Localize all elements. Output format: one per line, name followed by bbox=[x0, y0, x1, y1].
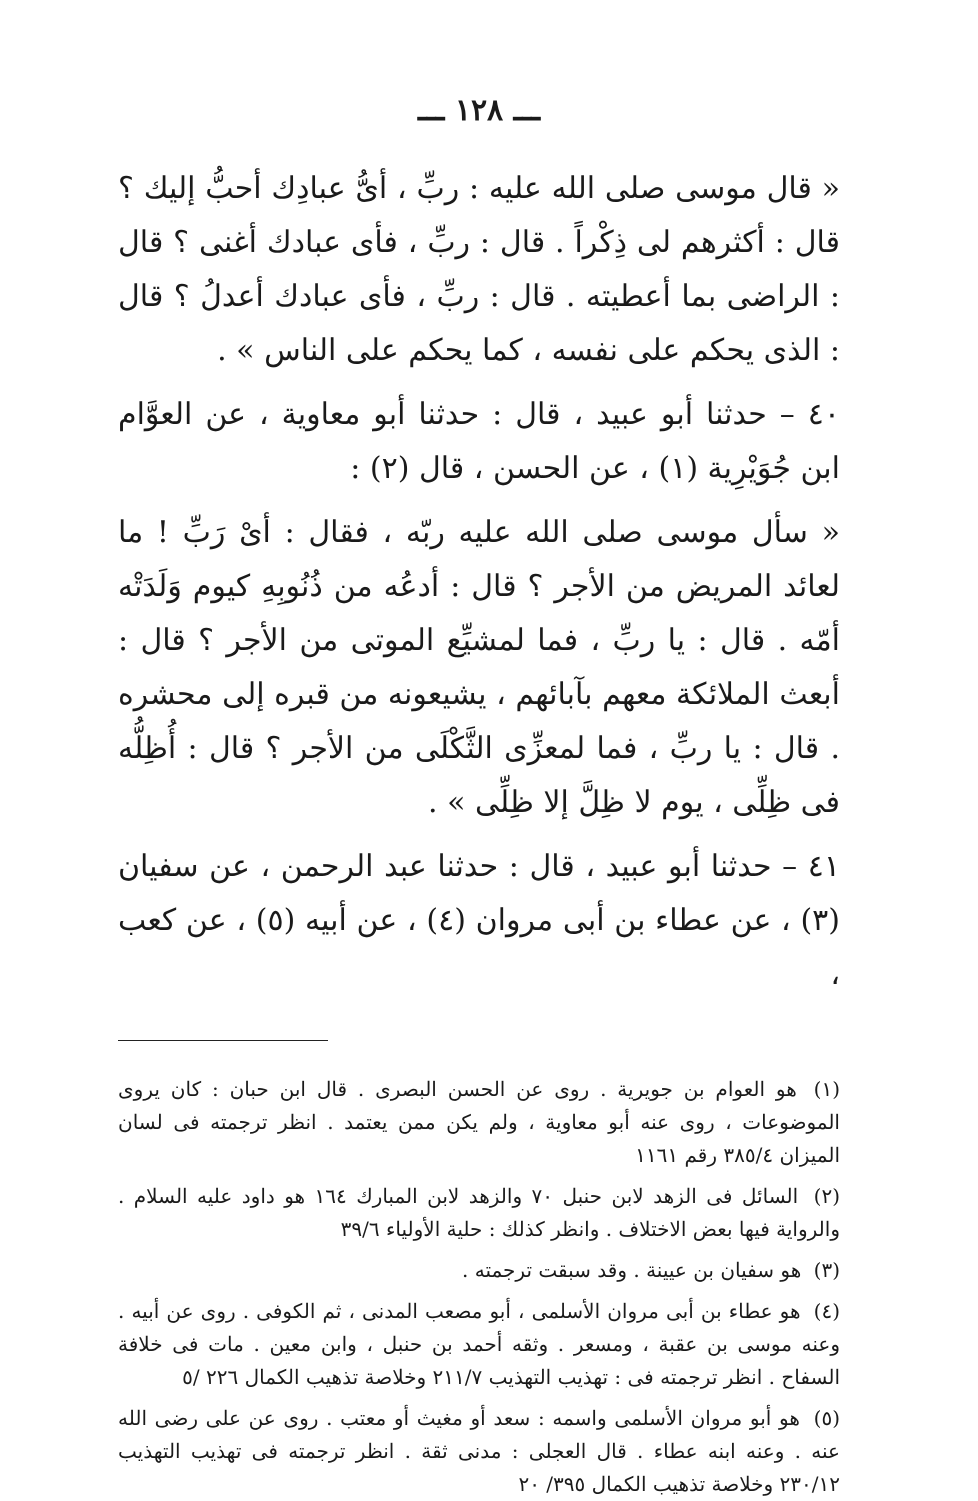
quote-paragraph bbox=[118, 162, 840, 378]
footnote-text: هو سفيان بن عيينة . وقد سبقت ترجمته . bbox=[462, 1258, 802, 1282]
footnotes bbox=[118, 1073, 840, 1501]
page-number: ـــ ١٢٨ ـــ bbox=[418, 93, 540, 128]
footnote-number: (٢) bbox=[813, 1184, 841, 1208]
quote-paragraph bbox=[118, 506, 840, 830]
main-text bbox=[118, 162, 840, 1002]
footnote-number: (١) bbox=[813, 1077, 840, 1101]
footnote-text: السائل فى الزهد لابن حنبل ٧٠ والزهد لابن المبارك ١٦٤ هو داود عليه السلام . والرواية فيها بعض الاختلاف . وانظر كذلك : حلية الأولياء ٣٩/٦ bbox=[118, 1184, 840, 1241]
paragraph-text: « سأل موسى صلى الله عليه ربّه ، فقال : أىْ رَبِّ ! ما لعائد المريض من الأجر ؟ قال : أدعُه من ذُنُوبِهِ كيوم وَلَدَتْه أمّه . قال : يا ربِّ ، فما لمشيِّع الموتى من الأجر ؟ قال : أبعث الملائكة معهم بآبائهم ، يشيعونه من قبره إلى محشره . قال : يا ربِّ ، فما لمعزِّى الثَّكْلَى من الأجر ؟ قال : أُظِلُّه فى ظِلِّى ، يوم لا ظِلَّ إلا ظِلِّى » . bbox=[118, 515, 840, 820]
footnote bbox=[118, 1295, 840, 1394]
footnote-number: (٤) bbox=[813, 1299, 840, 1323]
footnote bbox=[118, 1180, 840, 1246]
footnote-divider bbox=[118, 1040, 328, 1041]
footnote-text: هو العوام بن جويرية . روى عن الحسن البصرى . قال ابن حبان : كان يروى الموضوعات ، روى عنه أبو معاوية ، ولم يكن ممن يعتمد . انظر ترجمته فى لسان الميزان ٣٨٥/٤ رقم ١١٦١ bbox=[118, 1077, 840, 1167]
paragraph-text: ٤١ – حدثنا أبو عبيد ، قال : حدثنا عبد الرحمن ، عن سفيان (٣) ، عن عطاء بن أبى مروان (٤) ، عن أبيه (٥) ، عن كعب ، bbox=[118, 849, 840, 992]
footnote-number: (٣) bbox=[813, 1258, 840, 1282]
footnote-text: هو أبو مروان الأسلمى واسمه : سعد أو مغيث أو معتب . روى عن على رضى الله عنه . وعنه ابنه عطاء . قال العجلى : مدنى ثقة . انظر ترجمته فى تهذيب التهذيب ٢٣٠/١٢ وخلاصة تذهيب الكمال ٣٩٥/ ٢٠ bbox=[118, 1406, 840, 1496]
footnote-text: هو عطاء بن أبى مروان الأسلمى ، أبو مصعب المدنى ، ثم الكوفى . روى عن أبيه . وعنه موسى بن عقبة ، ومسعر . وثقه أحمد بن حنبل ، وابن معين . مات فى خلافة السفاح . انظر ترجمته فى : تهذيب التهذيب ٢١١/٧ وخلاصة تذهيب الكمال ٢٢٦ /٥ bbox=[118, 1299, 840, 1389]
hadith-isnad-paragraph bbox=[118, 840, 840, 1002]
paragraph-text: ٤٠ – حدثنا أبو عبيد ، قال : حدثنا أبو معاوية ، عن العوَّام ابن جُوَيْرِية (١) ، عن الحسن ، قال (٢) : bbox=[118, 397, 840, 486]
footnote-number: (٥) bbox=[813, 1406, 840, 1430]
book-page bbox=[118, 88, 841, 1496]
footnote bbox=[118, 1073, 840, 1172]
paragraph-text: « قال موسى صلى الله عليه : ربِّ ، أىُّ عبادِك أحبُّ إليك ؟ قال : أكثرهم لى ذِكْراً . قال : ربِّ ، فأى عبادك أغنى ؟ قال : الراضى بما أعطيته . قال : ربِّ ، فأى عبادك أعدلُ ؟ قال : الذى يحكم على نفسه ، كما يحكم على الناس » . bbox=[118, 171, 840, 368]
footnote bbox=[118, 1254, 840, 1287]
hadith-isnad-paragraph bbox=[118, 388, 840, 496]
